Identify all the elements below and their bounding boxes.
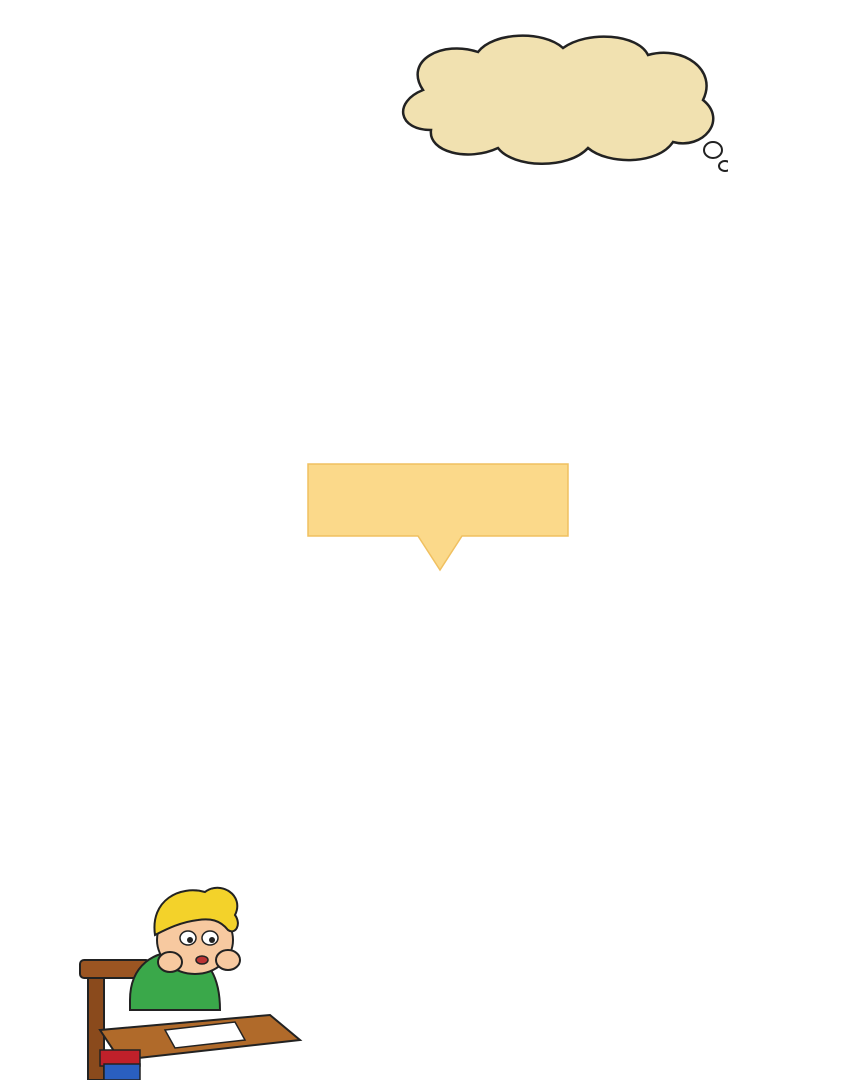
flower-border-top — [0, 0, 864, 30]
flower-border-left — [0, 0, 30, 1080]
sound-pair-row — [99, 425, 759, 455]
methods-callout — [306, 462, 570, 572]
sound-pair-row — [99, 370, 759, 400]
thinking-boy-illustration — [70, 880, 310, 1080]
sound-pair-row — [99, 315, 759, 345]
thought-cloud — [383, 30, 728, 180]
flower-border-right — [834, 0, 864, 1080]
